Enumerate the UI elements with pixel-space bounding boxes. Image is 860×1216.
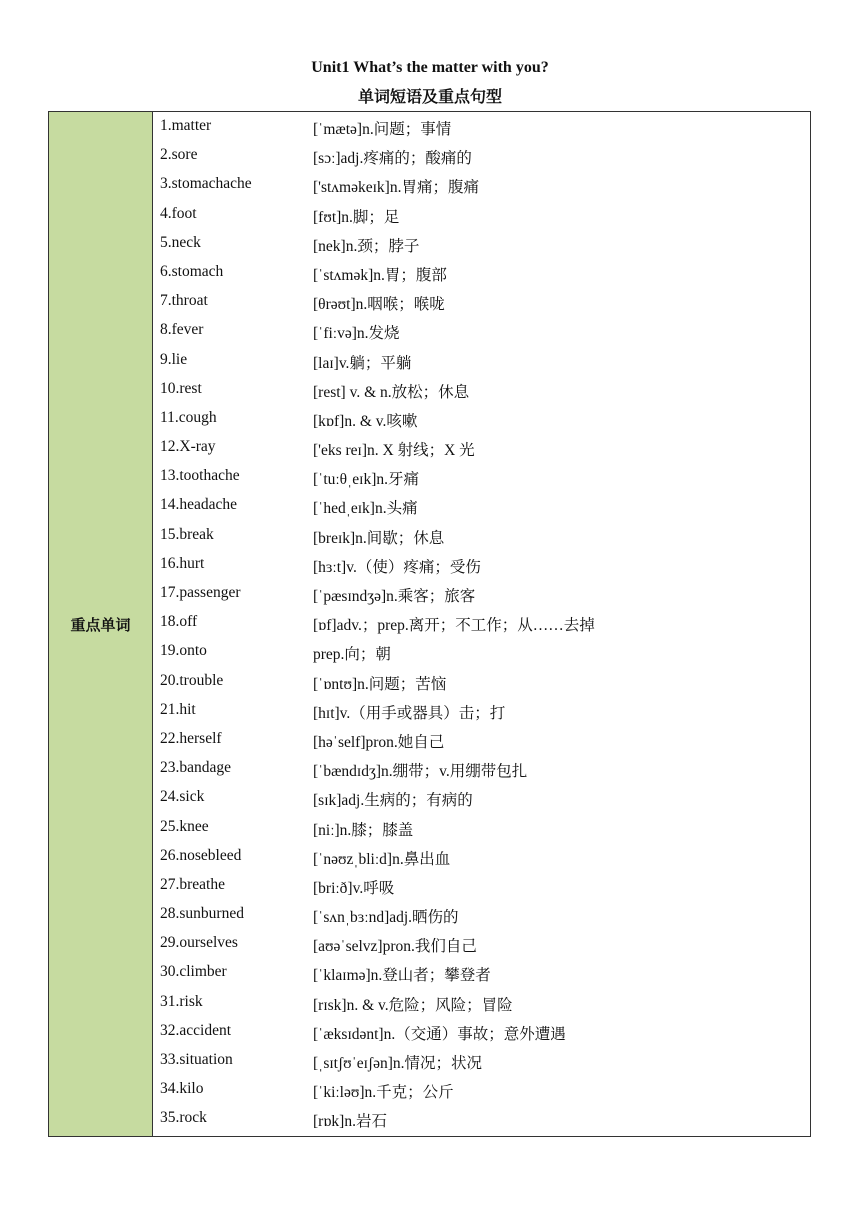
- vocab-word: 19.onto: [160, 642, 207, 660]
- vocab-word: 16.hurt: [160, 554, 205, 572]
- vocab-definition: [həˈself]pron.她自己: [313, 733, 445, 751]
- vocab-word: 8.fever: [160, 321, 204, 339]
- vocab-word: 1.matter: [160, 117, 212, 134]
- table-row: [153, 317, 810, 346]
- vocab-word: 30.climber: [160, 963, 227, 981]
- vocab-word: 26.nosebleed: [160, 846, 242, 864]
- vocabulary-rows: [153, 113, 810, 1135]
- table-row: [153, 609, 810, 638]
- vocab-definition: [sɔː]adj.疼痛的；酸痛的: [313, 150, 472, 168]
- vocab-definition: [ˈæksɪdənt]n.（交通）事故；意外遭遇: [313, 1025, 566, 1043]
- vocab-word: 12.X-ray: [160, 438, 216, 456]
- table-row: [153, 580, 810, 609]
- table-row: [153, 930, 810, 959]
- vocab-word: 18.off: [160, 613, 198, 631]
- vocab-word: 3.stomachache: [160, 175, 252, 193]
- vocab-word: 25.knee: [160, 817, 209, 835]
- vocab-word: 4.foot: [160, 204, 197, 222]
- vocabulary-table: [48, 111, 811, 1137]
- vocab-word: 15.break: [160, 525, 214, 543]
- table-row: [153, 755, 810, 784]
- table-row: [153, 522, 810, 551]
- vocab-word: 11.cough: [160, 408, 217, 426]
- table-row: [153, 1105, 810, 1134]
- vocab-definition: [ˈkiːləʊ]n.千克；公斤: [313, 1084, 454, 1102]
- table-row: [153, 1047, 810, 1076]
- vocab-word: 10.rest: [160, 379, 202, 397]
- vocab-definition: ['eks reɪ]n. X 射线；X 光: [313, 442, 475, 460]
- vocab-definition: [niː]n.膝；膝盖: [313, 821, 414, 839]
- vocab-word: 23.bandage: [160, 759, 232, 777]
- table-row: [153, 259, 810, 288]
- vocab-word: 33.situation: [160, 1051, 233, 1068]
- vocab-definition: [ˈbændɪdʒ]n.绷带；v.用绷带包扎: [313, 763, 528, 781]
- table-row: [153, 405, 810, 434]
- vocab-definition: [rest] v. & n.放松；休息: [313, 383, 470, 401]
- table-row: [153, 872, 810, 901]
- vocab-word: 5.neck: [160, 233, 201, 251]
- vocab-word: 27.breathe: [160, 875, 225, 893]
- vocab-definition: [ˈpæsɪndʒə]n.乘客；旅客: [313, 588, 476, 605]
- vocab-definition: [rɒk]n.岩石: [313, 1113, 387, 1131]
- table-row: [153, 434, 810, 463]
- table-row: [153, 171, 810, 200]
- vocab-definition: [rɪsk]n. & v.危险；风险；冒险: [313, 996, 513, 1014]
- vocab-definition: [sɪk]adj.生病的；有病的: [313, 792, 473, 810]
- category-cell: [49, 112, 153, 1136]
- table-row: [153, 1076, 810, 1105]
- vocab-word: 21.hit: [160, 700, 196, 718]
- table-row: [153, 814, 810, 843]
- vocab-definition: [aʊəˈselvz]pron.我们自己: [313, 938, 477, 956]
- vocab-word: 13.toothache: [160, 467, 240, 485]
- document-title: Unit1 What’s the matter with you?: [311, 59, 549, 76]
- table-row: [153, 726, 810, 755]
- vocab-definition: [kɒf]n. & v.咳嗽: [313, 412, 418, 430]
- table-row: [153, 989, 810, 1018]
- table-row: [153, 142, 810, 171]
- table-row: [153, 230, 810, 259]
- vocab-word: 2.sore: [160, 146, 198, 164]
- document-subtitle: 单词短语及重点句型: [357, 87, 502, 106]
- vocab-word: 32.accident: [160, 1021, 232, 1039]
- table-row: [153, 492, 810, 521]
- vocab-definition: [ˈsʌnˌbɜːnd]adj.晒伤的: [313, 909, 459, 927]
- vocab-definition: [ˈtuːθˌeɪk]n.牙痛: [313, 471, 419, 489]
- vocab-definition: [ˈfiːvə]n.发烧: [313, 325, 400, 343]
- vocab-definition: [briːð]v.呼吸: [313, 879, 395, 897]
- vocab-definition: prep.向；朝: [313, 646, 391, 664]
- vocab-definition: [hɪt]v.（用手或器具）击；打: [313, 704, 506, 722]
- vocab-word: 17.passenger: [160, 584, 241, 601]
- vocab-definition: [nek]n.颈；脖子: [313, 237, 420, 255]
- table-row: [153, 668, 810, 697]
- table-row: [153, 784, 810, 813]
- vocab-word: 22.herself: [160, 729, 222, 747]
- table-row: [153, 959, 810, 988]
- vocab-definition: [fʊt]n.脚；足: [313, 208, 400, 226]
- vocab-word: 28.sunburned: [160, 905, 244, 923]
- vocab-definition: [ˈstʌmək]n.胃；腹部: [313, 266, 447, 284]
- vocab-definition: [ˈhedˌeɪk]n.头痛: [313, 500, 418, 518]
- vocab-word: 9.lie: [160, 350, 188, 368]
- vocab-word: 35.rock: [160, 1109, 207, 1127]
- vocab-word: 7.throat: [160, 292, 208, 310]
- vocab-word: 24.sick: [160, 788, 205, 806]
- table-row: [153, 347, 810, 376]
- vocab-word: 6.stomach: [160, 262, 224, 280]
- table-row: [153, 1018, 810, 1047]
- table-row: [153, 288, 810, 317]
- table-row: [153, 901, 810, 930]
- vocab-definition: [breɪk]n.间歇；休息: [313, 529, 445, 547]
- vocab-definition: [ˈklaɪmə]n.登山者；攀登者: [313, 967, 491, 985]
- vocab-definition: [ɒf]adv.；prep.离开；不工作；从……去掉: [313, 617, 595, 635]
- vocab-definition: [ˌsɪtʃʊˈeɪʃən]n.情况；状况: [313, 1055, 483, 1072]
- table-row: [153, 843, 810, 872]
- vocab-definition: [ˈɒntʊ]n.问题；苦恼: [313, 675, 447, 693]
- table-row: [153, 463, 810, 492]
- table-row: [153, 697, 810, 726]
- vocab-word: 20.trouble: [160, 671, 224, 689]
- vocab-definition: [ˈmætə]n.问题；事情: [313, 121, 452, 138]
- category-label: 重点单词: [70, 615, 131, 634]
- table-row: [153, 551, 810, 580]
- table-row: [153, 201, 810, 230]
- vocab-definition: [ˈnəʊzˌbliːd]n.鼻出血: [313, 850, 451, 868]
- table-row: [153, 638, 810, 667]
- table-row: [153, 113, 810, 142]
- vocab-word: 34.kilo: [160, 1080, 204, 1098]
- vocab-word: 29.ourselves: [160, 934, 238, 952]
- vocab-definition: [laɪ]v.躺；平躺: [313, 354, 412, 372]
- vocab-definition: ['stʌməkeɪk]n.胃痛；腹痛: [313, 179, 479, 197]
- vocab-word: 31.risk: [160, 992, 203, 1010]
- vocab-word: 14.headache: [160, 496, 238, 514]
- table-row: [153, 376, 810, 405]
- vocab-definition: [hɜːt]v.（使）疼痛；受伤: [313, 558, 481, 576]
- vocab-definition: [θrəʊt]n.咽喉；喉咙: [313, 296, 445, 314]
